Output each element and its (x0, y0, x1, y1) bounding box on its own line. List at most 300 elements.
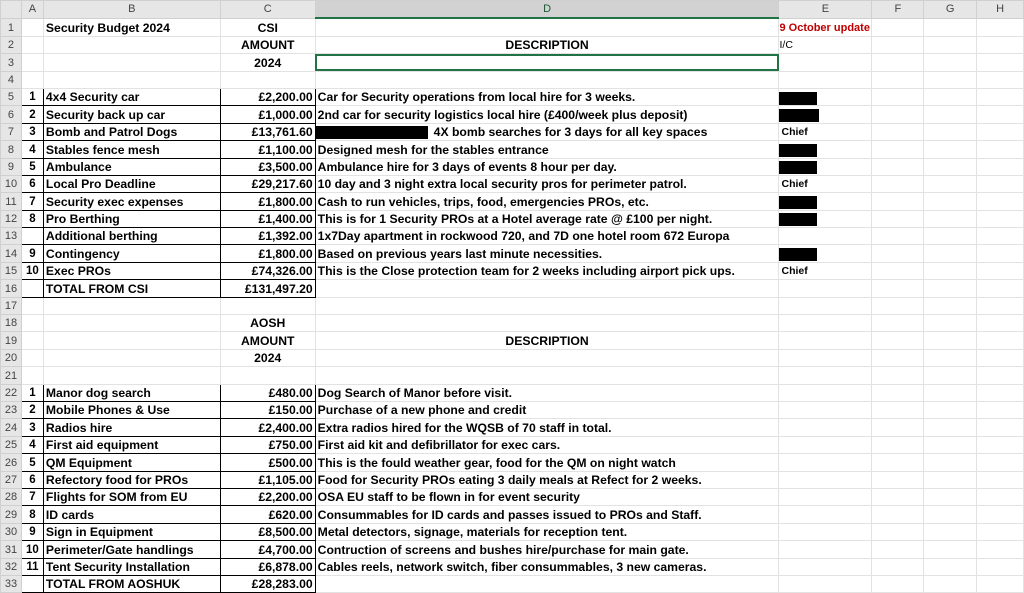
cell[interactable] (924, 488, 977, 505)
cell[interactable] (779, 367, 872, 384)
item-amount[interactable]: £2,400.00 (220, 419, 315, 436)
cell[interactable] (872, 18, 924, 36)
cell[interactable] (872, 436, 924, 453)
cell[interactable] (779, 384, 872, 401)
item-name[interactable]: QM Equipment (43, 454, 220, 471)
cell[interactable] (924, 280, 977, 297)
row-header[interactable]: 10 (1, 175, 22, 192)
cell[interactable] (779, 349, 872, 366)
row-header[interactable]: 24 (1, 419, 22, 436)
item-description[interactable]: This is the Close protection team for 2 weeks including airport pick ups. (315, 262, 779, 279)
item-amount[interactable]: £13,761.60 (220, 123, 315, 140)
csi-total-label[interactable]: TOTAL FROM CSI (43, 280, 220, 297)
ic-cell[interactable] (779, 193, 872, 210)
row-header[interactable]: 19 (1, 332, 22, 349)
cell[interactable] (924, 471, 977, 488)
column-header-e[interactable]: E (779, 1, 872, 19)
item-amount[interactable]: £1,392.00 (220, 228, 315, 245)
cell[interactable] (872, 245, 924, 262)
item-description[interactable]: Purchase of a new phone and credit (315, 401, 779, 418)
cell[interactable] (872, 454, 924, 471)
item-description[interactable]: Consummables for ID cards and passes issued to PROs and Staff. (315, 506, 779, 523)
item-number[interactable]: 8 (21, 506, 43, 523)
cell[interactable] (21, 575, 43, 592)
cell[interactable] (315, 297, 779, 314)
cell[interactable] (21, 54, 43, 71)
cell[interactable] (872, 106, 924, 123)
cell[interactable] (872, 506, 924, 523)
cell[interactable] (977, 558, 1024, 575)
column-header-b[interactable]: B (43, 1, 220, 19)
aosh-total-label[interactable]: TOTAL FROM AOSHUK (43, 575, 220, 592)
cell[interactable] (43, 71, 220, 88)
row-header[interactable]: 26 (1, 454, 22, 471)
cell[interactable] (872, 471, 924, 488)
cell[interactable] (779, 297, 872, 314)
row-header[interactable]: 15 (1, 262, 22, 279)
item-amount[interactable]: £1,800.00 (220, 193, 315, 210)
cell[interactable] (21, 36, 43, 53)
cell[interactable] (21, 297, 43, 314)
ic-cell[interactable]: Chief (779, 262, 872, 279)
item-number[interactable]: 10 (21, 262, 43, 279)
cell[interactable] (872, 158, 924, 175)
update-note[interactable]: 9 October update (779, 18, 872, 36)
cell[interactable] (779, 558, 872, 575)
cell[interactable] (924, 36, 977, 53)
year-heading[interactable]: 2024 (220, 349, 315, 366)
row-header[interactable]: 14 (1, 245, 22, 262)
cell[interactable] (977, 506, 1024, 523)
item-name[interactable]: First aid equipment (43, 436, 220, 453)
cell[interactable] (872, 193, 924, 210)
cell[interactable] (872, 88, 924, 105)
cell[interactable] (924, 54, 977, 71)
cell[interactable] (977, 71, 1024, 88)
item-number[interactable]: 8 (21, 210, 43, 227)
row-header[interactable]: 23 (1, 401, 22, 418)
cell[interactable] (779, 54, 872, 71)
item-amount[interactable]: £500.00 (220, 454, 315, 471)
cell[interactable] (924, 262, 977, 279)
ic-cell[interactable]: Chief (779, 123, 872, 140)
cell[interactable] (872, 297, 924, 314)
item-name[interactable]: Flights for SOM from EU (43, 488, 220, 505)
item-amount[interactable]: £1,000.00 (220, 106, 315, 123)
cell[interactable] (21, 280, 43, 297)
cell[interactable] (977, 36, 1024, 53)
cell[interactable] (872, 367, 924, 384)
item-name[interactable]: Contingency (43, 245, 220, 262)
cell[interactable] (872, 54, 924, 71)
cell[interactable] (779, 454, 872, 471)
item-name[interactable]: Exec PROs (43, 262, 220, 279)
item-name[interactable]: Security back up car (43, 106, 220, 123)
item-name[interactable]: 4x4 Security car (43, 88, 220, 105)
cell[interactable] (977, 454, 1024, 471)
cell[interactable] (977, 106, 1024, 123)
cell[interactable] (21, 367, 43, 384)
cell[interactable] (779, 523, 872, 540)
cell[interactable] (779, 506, 872, 523)
cell[interactable] (977, 280, 1024, 297)
ic-cell[interactable]: Chief (779, 175, 872, 192)
item-description[interactable]: Metal detectors, signage, materials for reception tent. (315, 523, 779, 540)
cell[interactable] (779, 575, 872, 592)
cell[interactable] (924, 349, 977, 366)
row-header[interactable]: 17 (1, 297, 22, 314)
cell[interactable] (872, 141, 924, 158)
cell[interactable] (779, 488, 872, 505)
cell[interactable] (977, 523, 1024, 540)
item-number[interactable]: 4 (21, 141, 43, 158)
cell[interactable] (872, 541, 924, 558)
cell[interactable] (872, 71, 924, 88)
row-header[interactable]: 32 (1, 558, 22, 575)
year-heading[interactable]: 2024 (220, 54, 315, 71)
cell[interactable] (872, 36, 924, 53)
item-description[interactable]: Ambulance hire for 3 days of events 8 hour per day. (315, 158, 779, 175)
cell[interactable] (924, 454, 977, 471)
cell[interactable] (872, 401, 924, 418)
row-header[interactable]: 12 (1, 210, 22, 227)
item-name[interactable]: ID cards (43, 506, 220, 523)
item-name[interactable]: Ambulance (43, 158, 220, 175)
cell[interactable] (21, 315, 43, 332)
sheet-title[interactable]: Security Budget 2024 (43, 18, 220, 36)
row-header[interactable]: 6 (1, 106, 22, 123)
item-name[interactable]: Mobile Phones & Use (43, 401, 220, 418)
item-name[interactable]: Local Pro Deadline (43, 175, 220, 192)
cell[interactable] (872, 558, 924, 575)
item-name[interactable]: Sign in Equipment (43, 523, 220, 540)
cell[interactable] (924, 88, 977, 105)
cell[interactable] (977, 158, 1024, 175)
item-number[interactable]: 6 (21, 175, 43, 192)
cell[interactable] (924, 575, 977, 592)
item-amount[interactable]: £6,878.00 (220, 558, 315, 575)
cell[interactable] (977, 54, 1024, 71)
cell[interactable] (977, 436, 1024, 453)
cell[interactable] (924, 175, 977, 192)
cell[interactable] (924, 436, 977, 453)
cell[interactable] (924, 419, 977, 436)
cell[interactable] (43, 349, 220, 366)
item-description[interactable]: Extra radios hired for the WQSB of 70 staff in total. (315, 419, 779, 436)
item-number[interactable]: 1 (21, 88, 43, 105)
cell[interactable] (872, 123, 924, 140)
cell[interactable] (779, 401, 872, 418)
cell[interactable] (924, 523, 977, 540)
item-amount[interactable]: £3,500.00 (220, 158, 315, 175)
cell[interactable] (872, 315, 924, 332)
item-number[interactable] (21, 228, 43, 245)
cell[interactable] (220, 367, 315, 384)
item-amount[interactable]: £1,400.00 (220, 210, 315, 227)
cell[interactable] (924, 245, 977, 262)
cell[interactable] (315, 367, 779, 384)
item-amount[interactable]: £2,200.00 (220, 88, 315, 105)
item-number[interactable]: 2 (21, 106, 43, 123)
item-name[interactable]: Stables fence mesh (43, 141, 220, 158)
item-number[interactable]: 9 (21, 523, 43, 540)
cell[interactable] (779, 471, 872, 488)
cell[interactable] (315, 280, 779, 297)
row-header[interactable]: 21 (1, 367, 22, 384)
item-number[interactable]: 3 (21, 419, 43, 436)
item-number[interactable]: 7 (21, 488, 43, 505)
column-header-g[interactable]: G (924, 1, 977, 19)
cell[interactable] (924, 315, 977, 332)
description-heading[interactable]: DESCRIPTION (315, 332, 779, 349)
cell[interactable] (43, 367, 220, 384)
cell[interactable] (924, 106, 977, 123)
cell[interactable] (872, 280, 924, 297)
cell[interactable] (779, 71, 872, 88)
cell[interactable] (43, 332, 220, 349)
cell[interactable] (977, 419, 1024, 436)
cell[interactable] (220, 297, 315, 314)
item-amount[interactable]: £750.00 (220, 436, 315, 453)
cell[interactable] (872, 262, 924, 279)
item-number[interactable]: 6 (21, 471, 43, 488)
item-description[interactable]: Cash to run vehicles, trips, food, emergencies PROs, etc. (315, 193, 779, 210)
item-amount[interactable]: £1,105.00 (220, 471, 315, 488)
cell[interactable] (779, 332, 872, 349)
item-description[interactable]: Based on previous years last minute necessities. (315, 245, 779, 262)
select-all-corner[interactable] (1, 1, 22, 19)
ic-cell[interactable] (779, 88, 872, 105)
cell[interactable] (315, 71, 779, 88)
row-header[interactable]: 29 (1, 506, 22, 523)
item-amount[interactable]: £8,500.00 (220, 523, 315, 540)
item-amount[interactable]: £4,700.00 (220, 541, 315, 558)
row-header[interactable]: 4 (1, 71, 22, 88)
column-header-f[interactable]: F (872, 1, 924, 19)
item-description[interactable]: Food for Security PROs eating 3 daily meals at Refect for 2 weeks. (315, 471, 779, 488)
cell[interactable] (977, 367, 1024, 384)
item-description[interactable]: Designed mesh for the stables entrance (315, 141, 779, 158)
cell[interactable] (43, 54, 220, 71)
cell[interactable] (779, 315, 872, 332)
item-description[interactable]: 1x7Day apartment in rockwood 720, and 7D one hotel room 672 Europa (315, 228, 779, 245)
cell[interactable] (924, 367, 977, 384)
cell[interactable] (21, 332, 43, 349)
item-description[interactable]: Contruction of screens and bushes hire/purchase for main gate. (315, 541, 779, 558)
cell[interactable] (977, 315, 1024, 332)
ic-cell[interactable] (779, 141, 872, 158)
row-header[interactable]: 2 (1, 36, 22, 53)
cell[interactable] (977, 262, 1024, 279)
cell[interactable] (872, 175, 924, 192)
row-header[interactable]: 33 (1, 575, 22, 592)
cell[interactable] (924, 401, 977, 418)
cell[interactable] (924, 558, 977, 575)
item-description[interactable]: Cables reels, network switch, fiber consummables, 3 new cameras. (315, 558, 779, 575)
item-name[interactable]: Bomb and Patrol Dogs (43, 123, 220, 140)
item-name[interactable]: Security exec expenses (43, 193, 220, 210)
item-number[interactable]: 4 (21, 436, 43, 453)
ic-cell[interactable] (779, 210, 872, 227)
cell[interactable] (872, 575, 924, 592)
cell[interactable] (872, 523, 924, 540)
item-name[interactable]: Radios hire (43, 419, 220, 436)
item-amount[interactable]: £620.00 (220, 506, 315, 523)
cell[interactable] (977, 210, 1024, 227)
amount-heading[interactable]: AMOUNT (220, 332, 315, 349)
item-description[interactable]: This is for 1 Security PROs at a Hotel average rate @ £100 per night. (315, 210, 779, 227)
cell[interactable] (924, 71, 977, 88)
row-header[interactable]: 31 (1, 541, 22, 558)
item-name[interactable]: Tent Security Installation (43, 558, 220, 575)
ic-heading[interactable]: I/C (779, 36, 872, 53)
row-header[interactable]: 1 (1, 18, 22, 36)
cell[interactable] (977, 88, 1024, 105)
item-description[interactable]: OSA EU staff to be flown in for event security (315, 488, 779, 505)
ic-cell[interactable] (779, 245, 872, 262)
item-name[interactable]: Perimeter/Gate handlings (43, 541, 220, 558)
row-header[interactable]: 13 (1, 228, 22, 245)
column-header-h[interactable]: H (977, 1, 1024, 19)
cell[interactable] (779, 541, 872, 558)
item-description[interactable]: First aid kit and defibrillator for exec cars. (315, 436, 779, 453)
item-description[interactable]: Car for Security operations from local hire for 3 weeks. (315, 88, 779, 105)
cell[interactable] (924, 384, 977, 401)
item-amount[interactable]: £2,200.00 (220, 488, 315, 505)
cell[interactable] (315, 315, 779, 332)
cell[interactable] (315, 575, 779, 592)
csi-total-amount[interactable]: £131,497.20 (220, 280, 315, 297)
description-heading[interactable]: DESCRIPTION (315, 36, 779, 53)
cell[interactable] (924, 297, 977, 314)
item-number[interactable]: 1 (21, 384, 43, 401)
row-header[interactable]: 16 (1, 280, 22, 297)
item-amount[interactable]: £480.00 (220, 384, 315, 401)
row-header[interactable]: 5 (1, 88, 22, 105)
row-header[interactable]: 18 (1, 315, 22, 332)
cell[interactable] (779, 280, 872, 297)
ic-cell[interactable] (779, 158, 872, 175)
cell[interactable] (924, 506, 977, 523)
cell[interactable] (977, 123, 1024, 140)
column-header-d[interactable]: D (315, 1, 779, 19)
item-description[interactable]: This is the fould weather gear, food for the QM on night watch (315, 454, 779, 471)
cell[interactable] (872, 384, 924, 401)
cell[interactable] (977, 488, 1024, 505)
cell[interactable] (779, 419, 872, 436)
amount-heading[interactable]: AMOUNT (220, 36, 315, 53)
cell[interactable] (924, 228, 977, 245)
item-number[interactable]: 10 (21, 541, 43, 558)
cell[interactable] (977, 228, 1024, 245)
cell[interactable] (43, 36, 220, 53)
cell[interactable] (21, 349, 43, 366)
cell[interactable] (872, 332, 924, 349)
cell[interactable] (977, 175, 1024, 192)
cell[interactable] (924, 141, 977, 158)
cell[interactable] (977, 541, 1024, 558)
cell[interactable] (21, 71, 43, 88)
cell[interactable] (872, 488, 924, 505)
cell[interactable] (872, 228, 924, 245)
cell[interactable] (43, 315, 220, 332)
item-amount[interactable]: £74,326.00 (220, 262, 315, 279)
cell[interactable] (872, 210, 924, 227)
item-description[interactable]: 2nd car for security logistics local hire (£400/week plus deposit) (315, 106, 779, 123)
cell[interactable] (21, 18, 43, 36)
cell[interactable] (924, 158, 977, 175)
cell[interactable] (977, 297, 1024, 314)
item-number[interactable]: 11 (21, 558, 43, 575)
item-amount[interactable]: £1,800.00 (220, 245, 315, 262)
cell[interactable] (924, 332, 977, 349)
row-header[interactable]: 3 (1, 54, 22, 71)
cell[interactable] (977, 193, 1024, 210)
row-header[interactable]: 8 (1, 141, 22, 158)
csi-heading[interactable]: CSI (220, 18, 315, 36)
item-number[interactable]: 9 (21, 245, 43, 262)
item-name[interactable]: Refectory food for PROs (43, 471, 220, 488)
cell[interactable] (315, 349, 779, 366)
cell[interactable] (977, 575, 1024, 592)
item-amount[interactable]: £150.00 (220, 401, 315, 418)
ic-cell[interactable] (779, 228, 872, 245)
cell[interactable] (924, 18, 977, 36)
column-header-a[interactable]: A (21, 1, 43, 19)
item-description[interactable]: Dog Search of Manor before visit. (315, 384, 779, 401)
cell[interactable] (977, 18, 1024, 36)
row-header[interactable]: 9 (1, 158, 22, 175)
ic-cell[interactable] (779, 106, 872, 123)
item-amount[interactable]: £1,100.00 (220, 141, 315, 158)
item-name[interactable]: Pro Berthing (43, 210, 220, 227)
column-header-c[interactable]: C (220, 1, 315, 19)
cell[interactable] (220, 71, 315, 88)
cell[interactable] (779, 436, 872, 453)
row-header[interactable]: 28 (1, 488, 22, 505)
cell[interactable] (924, 123, 977, 140)
cell[interactable] (872, 349, 924, 366)
cell[interactable] (924, 541, 977, 558)
cell[interactable] (924, 210, 977, 227)
row-header[interactable]: 22 (1, 384, 22, 401)
item-number[interactable]: 7 (21, 193, 43, 210)
cell[interactable] (977, 141, 1024, 158)
item-number[interactable]: 2 (21, 401, 43, 418)
selected-cell-d3[interactable] (315, 54, 779, 71)
item-amount[interactable]: £29,217.60 (220, 175, 315, 192)
item-description[interactable]: 10 day and 3 night extra local security pros for perimeter patrol. (315, 175, 779, 192)
row-header[interactable]: 27 (1, 471, 22, 488)
aosh-heading[interactable]: AOSH (220, 315, 315, 332)
cell[interactable] (977, 349, 1024, 366)
cell[interactable] (977, 471, 1024, 488)
item-number[interactable]: 5 (21, 158, 43, 175)
item-number[interactable]: 3 (21, 123, 43, 140)
row-header[interactable]: 25 (1, 436, 22, 453)
cell[interactable] (977, 332, 1024, 349)
item-name[interactable]: Additional berthing (43, 228, 220, 245)
row-header[interactable]: 7 (1, 123, 22, 140)
cell[interactable] (977, 401, 1024, 418)
aosh-total-amount[interactable]: £28,283.00 (220, 575, 315, 592)
row-header[interactable]: 30 (1, 523, 22, 540)
cell[interactable] (977, 384, 1024, 401)
cell[interactable] (924, 193, 977, 210)
item-number[interactable]: 5 (21, 454, 43, 471)
cell[interactable] (315, 18, 779, 36)
cell[interactable] (43, 297, 220, 314)
